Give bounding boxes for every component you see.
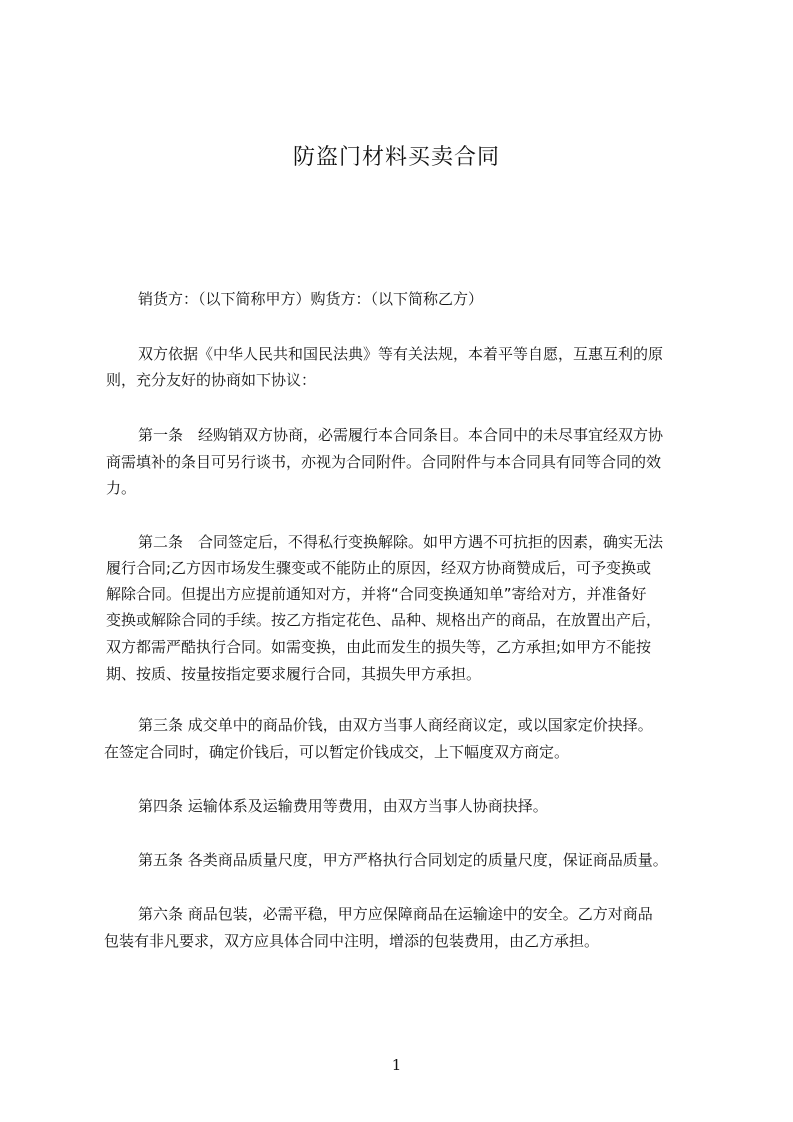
article-3-line-2: 在签定合同时，确定价钱后，可以暂定价钱成交，上下幅度双方商定。 bbox=[104, 743, 570, 761]
article-1-line-2: 商需填补的条目可另行谈书，亦视为合同附件。合同附件与本合同具有同等合同的效 bbox=[106, 453, 662, 471]
article-1-line-3: 力。 bbox=[106, 479, 137, 497]
preamble-line-1: 双方依据《中华人民共和国民法典》等有关法规，本着平等自愿，互惠互利的原 bbox=[138, 345, 664, 363]
article-2-line-2: 履行合同;乙方因市场发生骤变或不能防止的原因，经双方协商赞成后，可予变换或 bbox=[106, 559, 652, 577]
article-2-line-4: 变换或解除合同的手续。按乙方指定花色、品种、规格出产的商品，在放置出产后， bbox=[106, 611, 662, 629]
article-6-line-2: 包装有非凡要求，双方应具体合同中注明，增添的包装费用，由乙方承担。 bbox=[104, 932, 600, 950]
article-2-line-3: 解除合同。但提出方应提前通知对方，并将“合同变换通知单”寄给对方，并准备好 bbox=[106, 585, 647, 603]
article-2-line-5: 双方都需严酷执行合同。如需变换，由此而发生的损失等，乙方承担;如甲方不能按 bbox=[106, 638, 652, 656]
article-1-line-1: 第一条 经购销双方协商，必需履行本合同条目。本合同中的未尽事宜经双方协 bbox=[138, 426, 664, 444]
document-title: 防盗门材料买卖合同 bbox=[292, 145, 500, 170]
article-5-line-1: 第五条 各类商品质量尺度，甲方严格执行合同划定的质量尺度，保证商品质量。 bbox=[138, 851, 668, 869]
article-2-line-6: 期、按质、按量按指定要求履行合同，其损失甲方承担。 bbox=[106, 665, 482, 683]
page-number: 1 bbox=[391, 1056, 402, 1074]
article-6-line-1: 第六条 商品包装，必需平稳，甲方应保障商品在运输途中的安全。乙方对商品 bbox=[138, 905, 653, 923]
article-2-line-1: 第二条 合同签定后，不得私行变换解除。如甲方遇不可抗拒的因素，确实无法 bbox=[138, 533, 664, 551]
article-3-line-1: 第三条 成交单中的商品价钱，由双方当事人商经商议定，或以国家定价抉择。 bbox=[138, 716, 653, 734]
preamble-line-2: 则，充分友好的协商如下协议： bbox=[106, 371, 317, 389]
article-4-line-1: 第四条 运输体系及运输费用等费用，由双方当事人协商抉择。 bbox=[138, 797, 548, 815]
parties-line: 销货方：（以下简称甲方）购货方：（以下简称乙方） bbox=[138, 290, 484, 308]
